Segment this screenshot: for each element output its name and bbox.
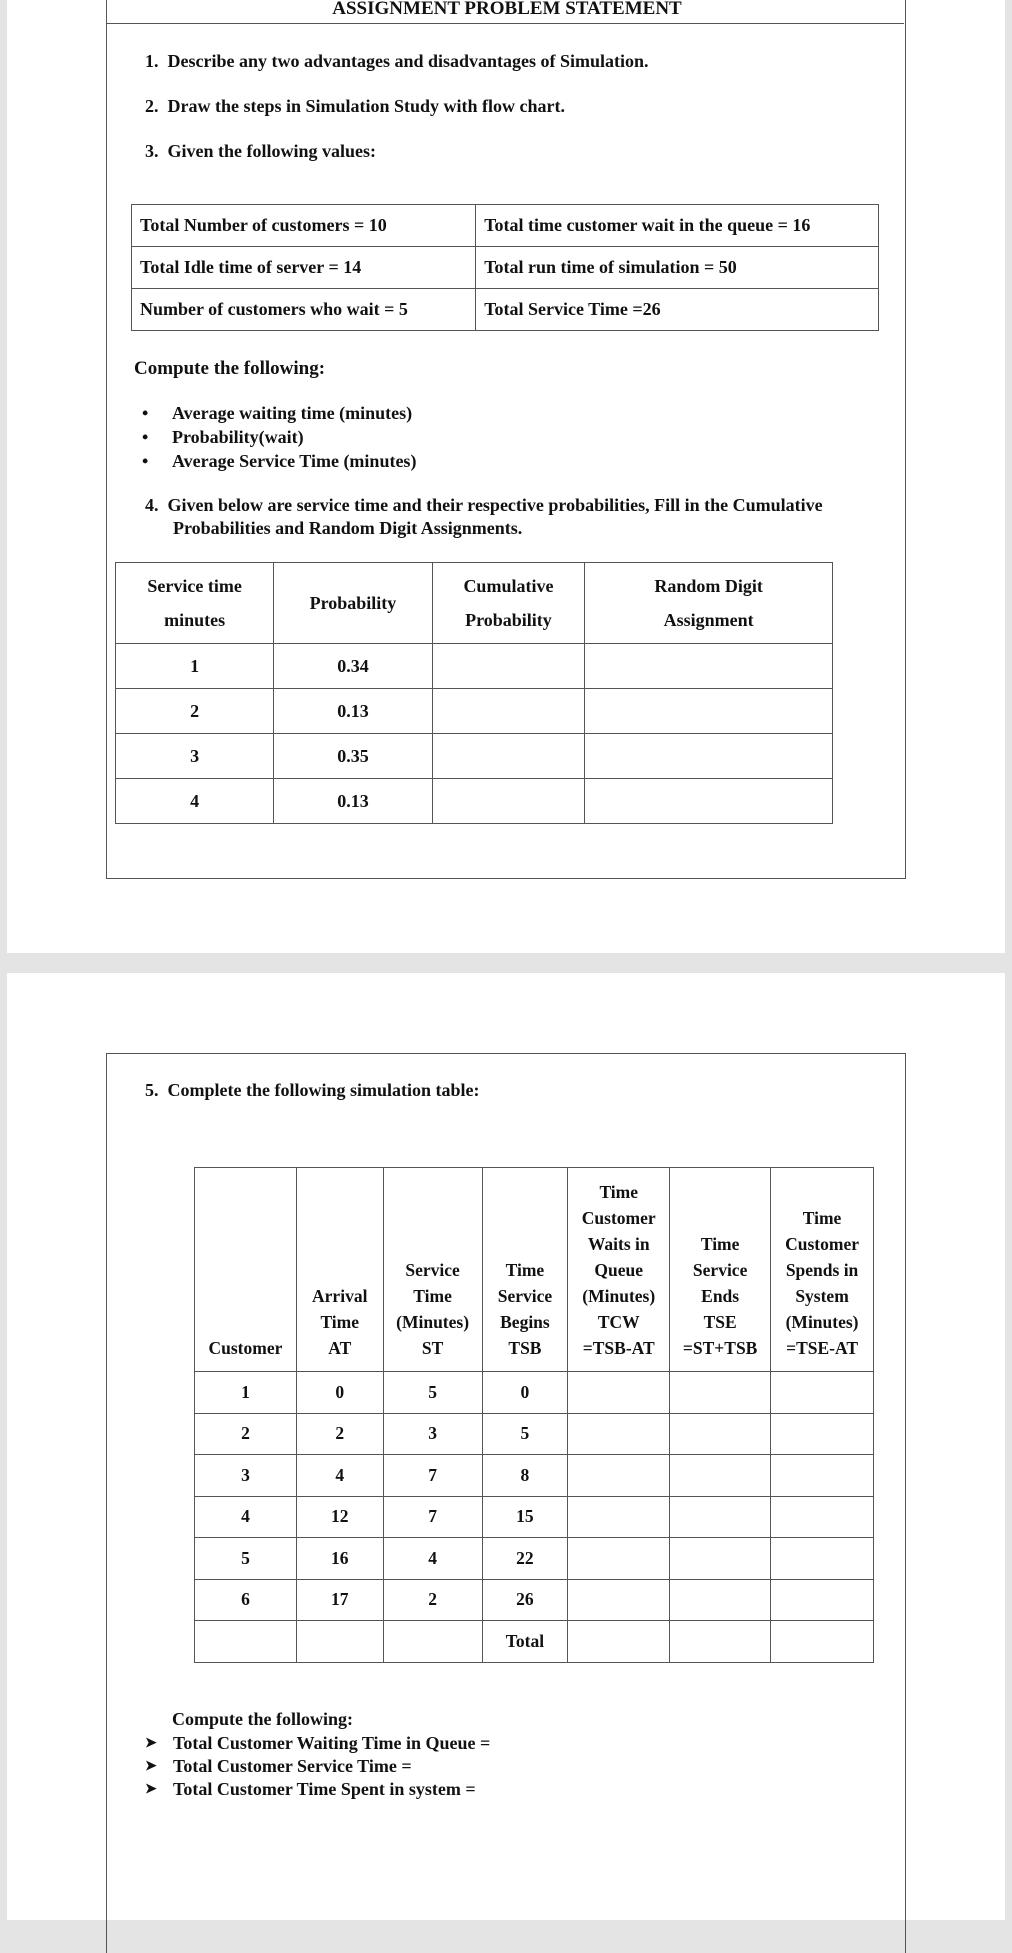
prob-cell bbox=[585, 734, 833, 779]
sim-cell: 12 bbox=[296, 1496, 383, 1538]
values-row bbox=[132, 289, 879, 331]
prob-row bbox=[116, 689, 833, 734]
sim-header-line: Time bbox=[320, 1312, 360, 1332]
sim-header bbox=[670, 1168, 771, 1372]
sim-header bbox=[482, 1168, 568, 1372]
sim-header-line: Ends bbox=[701, 1286, 740, 1306]
sim-header bbox=[568, 1168, 670, 1372]
sim-header-line: Queue bbox=[594, 1260, 644, 1280]
compute2-item: ➤ Total Customer Time Spent in system = bbox=[145, 1778, 490, 1801]
sim-cell bbox=[670, 1538, 771, 1580]
sim-cell bbox=[568, 1621, 670, 1663]
sim-cell bbox=[771, 1538, 874, 1580]
prob-cell bbox=[432, 644, 585, 689]
prob-cell bbox=[585, 644, 833, 689]
sim-cell: 15 bbox=[482, 1496, 568, 1538]
sim-cell: 17 bbox=[296, 1579, 383, 1621]
given-values-table bbox=[131, 204, 879, 331]
sim-cell bbox=[568, 1538, 670, 1580]
compute1-item: • Probability(wait) bbox=[134, 425, 416, 449]
sim-header-line: Time bbox=[413, 1286, 452, 1306]
page-1 bbox=[7, 0, 1005, 953]
document-title: ASSIGNMENT PROBLEM STATEMENT bbox=[332, 0, 682, 19]
prob-row bbox=[116, 644, 833, 689]
sim-header-line: Customer bbox=[208, 1338, 283, 1358]
prob-header-line: Assignment bbox=[663, 610, 754, 630]
prob-header-line: Cumulative bbox=[463, 576, 554, 596]
sim-row bbox=[195, 1455, 874, 1497]
sim-header-line: (Minutes) bbox=[785, 1312, 859, 1332]
sim-cell bbox=[296, 1621, 383, 1663]
prob-cell bbox=[585, 689, 833, 734]
sim-cell: 3 bbox=[195, 1455, 297, 1497]
sim-row bbox=[195, 1538, 874, 1580]
sim-header-line: Service bbox=[692, 1260, 748, 1280]
values-row bbox=[132, 205, 879, 247]
sim-row bbox=[195, 1413, 874, 1455]
sim-cell: 2 bbox=[383, 1579, 482, 1621]
question-3: 3. Given the following values: bbox=[145, 141, 377, 161]
sim-row bbox=[195, 1621, 874, 1663]
sim-cell bbox=[670, 1413, 771, 1455]
sim-header-line: TSB bbox=[508, 1338, 542, 1358]
sim-cell bbox=[568, 1496, 670, 1538]
compute2-item: ➤ Total Customer Service Time = bbox=[145, 1755, 490, 1778]
sim-cell bbox=[568, 1455, 670, 1497]
sim-header-line: Time bbox=[599, 1182, 639, 1202]
sim-cell bbox=[771, 1413, 874, 1455]
prob-row bbox=[116, 779, 833, 824]
sim-header-line: =TSB-AT bbox=[582, 1338, 655, 1358]
sim-cell: 4 bbox=[195, 1496, 297, 1538]
sim-header-line: Waits in bbox=[587, 1234, 650, 1254]
sim-cell: 2 bbox=[296, 1413, 383, 1455]
sim-cell bbox=[771, 1372, 874, 1414]
sim-cell: 5 bbox=[383, 1372, 482, 1414]
prob-cell bbox=[585, 779, 833, 824]
values-cell: Total Service Time =26 bbox=[476, 289, 879, 331]
values-cell: Number of customers who wait = 5 bbox=[132, 289, 476, 331]
compute-heading-2: Compute the following: bbox=[172, 1709, 353, 1729]
simulation-table bbox=[194, 1167, 874, 1663]
sim-header-line: Time bbox=[802, 1208, 842, 1228]
sim-header-line: TCW bbox=[597, 1312, 640, 1332]
sim-cell bbox=[670, 1579, 771, 1621]
page-1-frame bbox=[106, 0, 906, 879]
sim-header-line: Customer bbox=[785, 1234, 859, 1254]
sim-cell: 4 bbox=[296, 1455, 383, 1497]
sim-cell: 0 bbox=[296, 1372, 383, 1414]
sim-cell bbox=[568, 1413, 670, 1455]
prob-header-line: Service time bbox=[147, 576, 242, 596]
sim-header-line: Customer bbox=[581, 1208, 656, 1228]
sim-cell: 16 bbox=[296, 1538, 383, 1580]
question-2: 2. Draw the steps in Simulation Study with flow chart. bbox=[145, 96, 566, 116]
page-2-frame bbox=[106, 1053, 906, 1953]
sim-cell: 6 bbox=[195, 1579, 297, 1621]
prob-header bbox=[116, 563, 274, 644]
sim-cell: 22 bbox=[482, 1538, 568, 1580]
sim-cell bbox=[195, 1621, 297, 1663]
probability-table bbox=[115, 562, 833, 824]
sim-header-line: =TSE-AT bbox=[786, 1338, 858, 1358]
sim-cell bbox=[568, 1579, 670, 1621]
compute-list-2 bbox=[145, 1732, 490, 1801]
values-cell: Total Idle time of server = 14 bbox=[132, 247, 476, 289]
compute2-item: ➤ Total Customer Waiting Time in Queue = bbox=[145, 1732, 490, 1755]
sim-cell bbox=[383, 1621, 482, 1663]
sim-header bbox=[771, 1168, 874, 1372]
sim-cell bbox=[670, 1496, 771, 1538]
sim-header-line: (Minutes) bbox=[582, 1286, 656, 1306]
page-2 bbox=[7, 973, 1005, 1920]
prob-row bbox=[116, 734, 833, 779]
sim-row bbox=[195, 1496, 874, 1538]
prob-header bbox=[585, 563, 833, 644]
sim-header-line: Time bbox=[505, 1260, 545, 1280]
sim-cell: 8 bbox=[482, 1455, 568, 1497]
prob-cell bbox=[432, 779, 585, 824]
prob-cell: 4 bbox=[116, 779, 274, 824]
title-divider bbox=[107, 23, 904, 24]
sim-header-line: =ST+TSB bbox=[682, 1338, 758, 1358]
sim-header bbox=[296, 1168, 383, 1372]
sim-cell bbox=[670, 1455, 771, 1497]
sim-cell bbox=[771, 1455, 874, 1497]
question-4-line-1: 4. Given below are service time and their respective probabilities, Fill in the Cumulative bbox=[145, 495, 823, 515]
sim-cell bbox=[771, 1579, 874, 1621]
compute1-item: • Average waiting time (minutes) bbox=[134, 401, 416, 425]
sim-header-line: System bbox=[795, 1286, 849, 1306]
sim-header-line: Service bbox=[497, 1286, 553, 1306]
sim-header bbox=[383, 1168, 482, 1372]
compute-heading-1: Compute the following: bbox=[134, 358, 326, 379]
sim-cell bbox=[771, 1496, 874, 1538]
sim-header-line: TSE bbox=[703, 1312, 737, 1332]
prob-cell bbox=[432, 734, 585, 779]
sim-header-line: Time bbox=[700, 1234, 740, 1254]
sim-cell: Total bbox=[482, 1621, 568, 1663]
prob-header bbox=[432, 563, 585, 644]
sim-header-line: Begins bbox=[500, 1312, 550, 1332]
sim-cell: 4 bbox=[383, 1538, 482, 1580]
sim-cell: 1 bbox=[195, 1372, 297, 1414]
sim-header bbox=[195, 1168, 297, 1372]
sim-cell bbox=[771, 1621, 874, 1663]
prob-cell bbox=[432, 689, 585, 734]
values-cell: Total Number of customers = 10 bbox=[132, 205, 476, 247]
sim-row bbox=[195, 1372, 874, 1414]
prob-cell: 3 bbox=[116, 734, 274, 779]
prob-header-line: Random Digit bbox=[654, 576, 763, 596]
prob-header-line: Probability bbox=[465, 610, 552, 630]
sim-row bbox=[195, 1579, 874, 1621]
values-cell: Total time customer wait in the queue = 16 bbox=[476, 205, 879, 247]
prob-header bbox=[274, 563, 432, 644]
values-cell: Total run time of simulation = 50 bbox=[476, 247, 879, 289]
sim-cell: 5 bbox=[195, 1538, 297, 1580]
prob-cell: 0.13 bbox=[274, 689, 432, 734]
prob-cell: 0.35 bbox=[274, 734, 432, 779]
prob-header-line: minutes bbox=[164, 610, 226, 630]
prob-header-line: Probability bbox=[309, 593, 397, 613]
question-1: 1. Describe any two advantages and disadvantages of Simulation. bbox=[145, 51, 649, 71]
sim-cell bbox=[670, 1621, 771, 1663]
prob-cell: 2 bbox=[116, 689, 274, 734]
sim-header-line: Arrival bbox=[312, 1286, 368, 1306]
sim-cell: 7 bbox=[383, 1455, 482, 1497]
sim-cell: 3 bbox=[383, 1413, 482, 1455]
values-row bbox=[132, 247, 879, 289]
sim-header-line: AT bbox=[328, 1338, 352, 1358]
sim-cell: 26 bbox=[482, 1579, 568, 1621]
sim-header-line: Spends in bbox=[785, 1260, 859, 1280]
sim-header-line: (Minutes) bbox=[396, 1312, 470, 1332]
sim-header-line: Service bbox=[405, 1260, 460, 1280]
prob-cell: 0.13 bbox=[274, 779, 432, 824]
compute-list-1 bbox=[134, 401, 416, 473]
prob-cell: 0.34 bbox=[274, 644, 432, 689]
sim-header-line: ST bbox=[421, 1338, 444, 1358]
question-5: 5. Complete the following simulation table: bbox=[145, 1080, 480, 1100]
sim-cell: 2 bbox=[195, 1413, 297, 1455]
question-4-line-2: Probabilities and Random Digit Assignments. bbox=[173, 518, 523, 538]
sim-cell bbox=[670, 1372, 771, 1414]
sim-cell: 7 bbox=[383, 1496, 482, 1538]
prob-cell: 1 bbox=[116, 644, 274, 689]
sim-cell bbox=[568, 1372, 670, 1414]
sim-cell: 0 bbox=[482, 1372, 568, 1414]
compute1-item: • Average Service Time (minutes) bbox=[134, 449, 416, 473]
sim-cell: 5 bbox=[482, 1413, 568, 1455]
